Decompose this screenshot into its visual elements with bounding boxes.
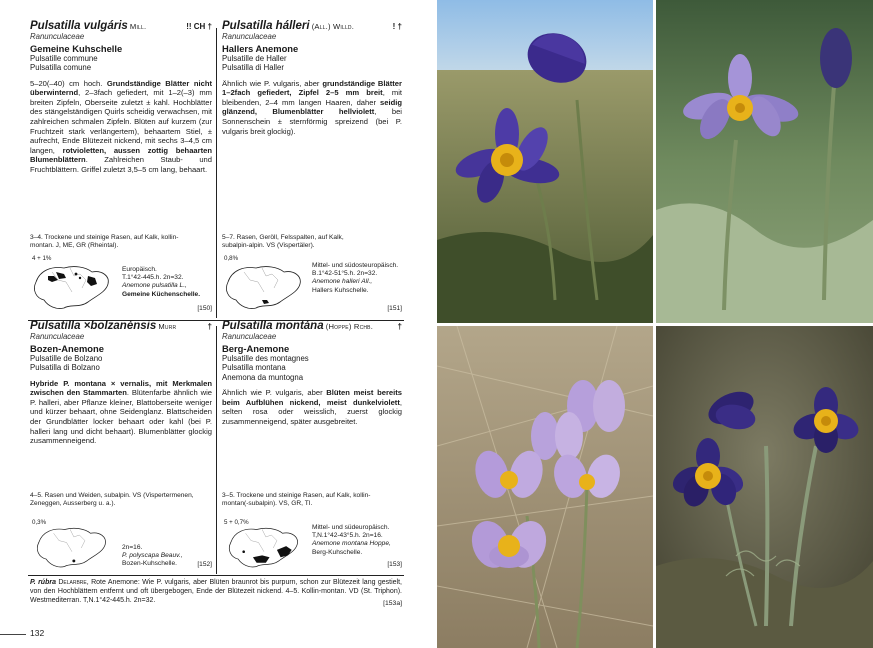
column-divider-top (216, 28, 217, 318)
family-name: Ranunculaceae (222, 331, 277, 341)
photo-pulsatilla-halleri (656, 0, 873, 323)
distribution-text: 2n=16. P. polyscapa Beauv., Bozen-Kuhschelle. (122, 544, 183, 568)
habitat-note: 4–5. Rasen und Weiden, subalpin. VS (Vispertermenen, Zeneggen, Ausserberg u. a.). (30, 492, 194, 508)
text-page (0, 0, 436, 648)
scientific-name: Pulsatilla vulgáris (30, 20, 128, 32)
distribution-percent: 5 + 0,7% (224, 519, 249, 526)
description: Ähnlich wie P. vulgaris, aber grundständige Blätter 1–2fach gefiedert, Zipfel 2–5 mm breit, mit bleibenden, 2–4 mm langen Haaren, daher seidig glänzend, Blumenblätter hellviolett, bei Sonnenschein ± sternförmig spreizend (bei P. vulgaris breit glockig). (222, 78, 403, 136)
distribution-map (222, 524, 306, 572)
distribution-map (222, 262, 306, 314)
species-entry-vulgaris (30, 22, 212, 320)
common-name-fr: Pulsatille des montagnes (222, 353, 309, 363)
distribution-text: Europäisch. T.1°42-445.h. 2n=32. Anemone pulsatilla L., Gemeine Küchenschelle. (122, 266, 201, 298)
family-name: Ranunculaceae (222, 31, 277, 41)
species-entry-halleri (222, 22, 402, 320)
footnote-plate-number: [153a] (383, 600, 402, 607)
species-entry-bolzanensis (30, 322, 212, 572)
common-name-de: Bozen-Anemone (30, 343, 104, 355)
distribution-map (30, 262, 114, 314)
page-number-rule (0, 634, 26, 635)
distribution-map (30, 524, 114, 572)
author: Mill. (129, 22, 147, 31)
distribution-text: Mittel- und südosteuropäisch. B.1°42-51°5.h. 2n=32. Anemone halleri All., Hallers Kuhschelle. (312, 262, 399, 294)
plate-number: [150] (197, 305, 212, 312)
common-name-it: Pulsatilla di Bolzano (30, 363, 100, 373)
footnote-divider (28, 575, 404, 576)
description: 5–20(–40) cm hoch. Grundständige Blätter nicht überwinternd, 2–3fach gefiedert, mit 1–2(–3) mm breiten Zipfeln, Oberseite zuletzt ± kahl. Hochblätter des stängelständigen Quirls scheidig verwachsen, mit zahlreichen schmalen Zipfeln. Blüten auf kurzem (zur Fruchtzeit stark verlängertem), behaartem Stiel, ± aufrecht, Ende Blütezeit nickend, mit sechs 3–4,5 cm langen, rotvioletten, aussen zottig behaarten Blumenblättern. Zahlreichen Staub- und Fruchtblättern. Griffel zuletzt 3,5–5 cm lang, behaart. (30, 78, 212, 174)
common-name-it: Pulsatilla di Haller (222, 63, 284, 73)
family-name: Ranunculaceae (30, 31, 85, 41)
photo-pulsatilla-montana (656, 326, 873, 648)
distribution-percent: 4 + 1% (32, 255, 52, 262)
plate-number: [153] (387, 561, 402, 568)
species-entry-montana (222, 322, 402, 572)
scientific-name: Pulsatilla hálleri (222, 20, 310, 32)
protection-mark: † (207, 322, 212, 331)
scientific-name: Pulsatilla montána (222, 320, 324, 332)
habitat-note: 3–5. Trockene und steinige Rasen, auf Kalk, kollin-montan(-subalpin). VS, GR, TI. (222, 492, 371, 508)
distribution-text: Mittel- und südeuropäisch. T,N.1°42-43°5.h. 2n=16. Anemone montana Hoppe, Berg-Kuhschelle. (312, 524, 391, 556)
common-name-it: Pulsatilla montana (222, 363, 286, 373)
distribution-percent: 0,3% (32, 519, 47, 526)
distribution-percent: 0,8% (224, 255, 239, 262)
protection-mark: † (397, 322, 402, 331)
common-name-de: Gemeine Kuhschelle (30, 43, 123, 55)
scientific-name: Pulsatilla ×bolzanénsis (30, 320, 157, 332)
common-name-de: Berg-Anemone (222, 343, 290, 355)
protection-mark: !! CH † (186, 22, 212, 31)
family-name: Ranunculaceae (30, 331, 85, 341)
protection-mark: ! † (392, 22, 402, 31)
photo-pulsatilla-vulgaris (437, 0, 653, 323)
common-name-fr: Pulsatille de Bolzano (30, 353, 103, 363)
author: (All.) Willd. (311, 22, 355, 31)
author: Murr (158, 322, 177, 331)
common-name-fr: Pulsatille de Haller (222, 53, 287, 63)
habitat-note: 3–4. Trockene und steinige Rasen, auf Kalk, kollin-montan. J, ME, GR (Rheintal). (30, 234, 179, 250)
plate-number: [152] (197, 561, 212, 568)
habitat-note: 5–7. Rasen, Geröll, Felsspalten, auf Kalk, subalpin-alpin. VS (Vispertäler). (222, 234, 344, 250)
common-name-fr: Pulsatille commune (30, 53, 98, 63)
plate-number: [151] (387, 305, 402, 312)
author: (Hoppe) Rchb. (325, 322, 374, 331)
footnote-rubra: P. rúbra Delarbre, Rote Anemone: Wie P. vulgaris, aber Blüten braunrot bis purpurn, schon zur Blütezeit lang gestielt, von den Hochblättern entfernt und oft übergebogen, Ende der Blütezeit nickend. 4–5. Kollin-montan. VD (St. Triphon). Westmediterran. T,N.1°42-445.h. 2n=32. (30, 579, 402, 604)
column-divider-bottom (216, 326, 217, 574)
common-name-rm: Anemona da muntogna (222, 372, 304, 382)
page-number: 132 (30, 628, 45, 638)
description: Hybride P. montana × vernalis, mit Merkmalen zwischen den Stammarten. Blütenfarbe ähnlich wie P. halleri, aber Pflanze kleiner, Blattoberseite weniger und kürzer behaart, ohne Seidenglanz. Blattscheiden der Grundblätter locker behaart oder kahl (bei P. halleri lang und dicht behaart). Blumenblätter glockig zusammenneigend. (30, 378, 212, 446)
description: Ähnlich wie P. vulgaris, aber Blüten meist bereits beim Aufblühen nickend, meist dunkelviolett, selten rosa oder weisslich, zuerst glockig zusammenneigend, später ausgebreitet. (222, 388, 402, 426)
common-name-de: Hallers Anemone (222, 43, 299, 55)
common-name-it: Pulsatilla comune (30, 63, 92, 73)
photo-pulsatilla-bolzanensis (437, 326, 653, 648)
